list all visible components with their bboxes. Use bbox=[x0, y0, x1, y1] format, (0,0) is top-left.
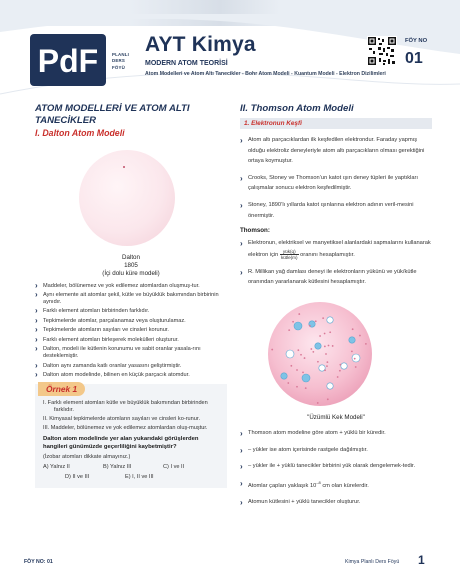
statement-item: I. Farklı element atomları kütle ve büyüklük bakımından birbirinden farklıdır. bbox=[43, 400, 208, 414]
model-caption: "Üzümlü Kek Modeli" bbox=[307, 413, 365, 421]
electron-particle bbox=[327, 317, 333, 323]
option-b[interactable]: B) Yalnız III bbox=[103, 464, 132, 471]
list-item: › Farklı element atomları birbirinden farklıdır. bbox=[35, 308, 227, 315]
answer-options bbox=[43, 464, 219, 480]
charge-speck bbox=[317, 361, 319, 363]
sphere-dot bbox=[123, 166, 125, 168]
charge-speck bbox=[359, 334, 361, 336]
example-statements bbox=[43, 400, 219, 432]
list-item: › Crooks, Stoney ve Thomson’un katot ışın deney tüpleri ile yaptıkları çalışmalar sonucu elektron keşfedilmiştir. bbox=[240, 173, 432, 194]
example-question: Dalton atom modelinde yer alan yukarıdaki görüşlerden hangileri günümüzde geçerliliğini kaybetmiştir? bbox=[43, 436, 199, 450]
electron-particle bbox=[352, 354, 360, 362]
option-e[interactable]: E) I, II ve III bbox=[125, 474, 154, 481]
charge-speck bbox=[324, 332, 326, 334]
charge-speck bbox=[354, 357, 356, 359]
charge-speck bbox=[288, 329, 290, 331]
dalton-sphere bbox=[79, 150, 175, 246]
pdf-logo bbox=[30, 34, 106, 86]
electron-particle bbox=[315, 343, 321, 349]
charge-speck bbox=[352, 328, 354, 330]
charge-speck bbox=[324, 345, 326, 347]
list-item: › – yükler ile + yüklü tanecikler birbirini yük olarak dengelemek-tedir. bbox=[240, 461, 432, 472]
list-item: › Dalton aynı zamanda katlı oranlar yasasını geliştirmiştir. bbox=[35, 363, 227, 370]
charge-speck bbox=[287, 382, 289, 384]
charge-speck bbox=[365, 343, 367, 345]
charge-speck bbox=[355, 366, 357, 368]
dalton-model-figure bbox=[35, 138, 227, 254]
list-item: › R. Millikan yağ damlası deneyi ile elektronların yükünü ve yük/kütle oranından yararlanarak kütlesini hesaplamıştır. bbox=[240, 267, 432, 288]
charge-speck bbox=[327, 398, 329, 400]
dalton-caption bbox=[35, 254, 227, 279]
list-item: › Tepkimelerde atomların sayıları ve cinsleri korunur. bbox=[35, 327, 227, 334]
logo-side-text: PLANLI DERS FÖYÜ bbox=[112, 52, 130, 70]
charge-speck bbox=[305, 387, 307, 389]
page-number: 1 bbox=[418, 553, 425, 567]
electron-particle bbox=[349, 337, 355, 343]
dalton-bullets bbox=[35, 283, 227, 379]
list-item: › Atomlar çapları yaklaşık $10^{-8}$ cm olan kürelerdir. bbox=[240, 478, 432, 491]
electron-particle bbox=[302, 374, 310, 382]
charge-speck bbox=[337, 376, 339, 378]
left-column bbox=[35, 103, 227, 488]
ratio-text-post: oranını hesaplamıştır. bbox=[300, 251, 355, 258]
list-item: › Dalton, modeli ile kütlenin korunumu ve sabit oranlar yasala-rını desteklemiştir. bbox=[35, 346, 227, 360]
list-item: › – yükler ise atom içerisinde rastgele dağılmıştır. bbox=[240, 445, 432, 456]
electron-particle bbox=[286, 350, 294, 358]
charge-speck bbox=[326, 361, 328, 363]
logo-text: PdF bbox=[37, 43, 99, 79]
charge-speck bbox=[300, 354, 302, 356]
option-a[interactable]: A) Yalnız II bbox=[43, 464, 70, 471]
charge-speck bbox=[328, 344, 330, 346]
option-c[interactable]: C) I ve II bbox=[163, 464, 185, 471]
subsection-bar-electron: 1. Elektronun Keşfi bbox=[240, 118, 432, 129]
brand-title: AYT Kimya bbox=[145, 33, 256, 56]
electron-particle bbox=[327, 383, 333, 389]
list-item: › Aynı elemente ait atomlar şekil, kütle ve büyüklük bakımından birbirinin aynıdır. bbox=[35, 292, 227, 306]
charge-speck bbox=[324, 369, 326, 371]
brand-topics: Atom Modelleri ve Atom Altı Tanecikler - Bohr Atom Modeli - Kuantum Modeli - Elektron Dizilimleri bbox=[145, 71, 386, 77]
plum-pudding-model bbox=[260, 296, 390, 412]
qr-code-icon[interactable] bbox=[367, 36, 397, 66]
charge-speck bbox=[322, 317, 324, 319]
footer-foy-number: FÖY NO: 01 bbox=[24, 559, 53, 565]
electron-particle bbox=[341, 363, 347, 369]
example-label: Örnek 1 bbox=[38, 382, 85, 396]
charge-speck bbox=[312, 351, 314, 353]
footer-title: Kimya Planlı Ders Föyü bbox=[345, 559, 400, 565]
list-item: › Dalton atom modelinde, bilinen en küçük parçacık atomdur. bbox=[35, 372, 227, 379]
charge-speck bbox=[339, 370, 341, 372]
charge-speck bbox=[296, 369, 298, 371]
list-item: › Farklı element atomları birleşerek molekülleri oluşturur. bbox=[35, 337, 227, 344]
electron-particle bbox=[294, 322, 302, 330]
charge-speck bbox=[315, 320, 317, 322]
charge-speck bbox=[351, 350, 353, 352]
charge-speck bbox=[317, 402, 319, 404]
list-item: › Atomun kütlesini + yüklü tanecikler oluşturur. bbox=[240, 497, 432, 508]
ratio-text-pre: Elektronun, elektriksel ve manyetiksel alanlardaki sapmalarını kullanarak elektron için bbox=[248, 240, 431, 258]
charge-speck bbox=[297, 349, 299, 351]
charge-speck bbox=[292, 321, 294, 323]
foy-label: FÖY NO bbox=[405, 38, 428, 44]
charge-speck bbox=[325, 353, 327, 355]
charge-speck bbox=[309, 325, 311, 327]
charge-speck bbox=[339, 364, 341, 366]
list-item: › Stoney, 1890’lı yıllarda katot ışınlarına elektron adının veril-mesini önermiştir. bbox=[240, 200, 432, 221]
option-d[interactable]: D) II ve III bbox=[65, 474, 90, 481]
section-title-atom-models: ATOM MODELLERİ VE ATOM ALTI TANECİKLER bbox=[35, 103, 190, 126]
charge-speck bbox=[329, 331, 331, 333]
charge-speck bbox=[302, 371, 304, 373]
fraction-numerator: yük(q) bbox=[280, 249, 299, 255]
caption-year: 1805 bbox=[124, 262, 138, 270]
charge-speck bbox=[310, 348, 312, 350]
list-item: › Tepkimelerde atomlar, parçalanamaz veya oluşturulamaz. bbox=[35, 318, 227, 325]
charge-speck bbox=[298, 313, 300, 315]
right-column bbox=[240, 103, 432, 514]
charge-speck bbox=[326, 365, 328, 367]
charge-speck bbox=[271, 348, 273, 350]
example-box bbox=[35, 384, 227, 488]
list-item: › Thomson atom modeline göre atom + yüklü bir küredir. bbox=[240, 428, 432, 439]
thomson-model-bullets bbox=[240, 428, 432, 508]
subsection-title-dalton: I. Dalton Atom Modeli bbox=[35, 128, 125, 138]
example-note: (İzobar atomları dikkate almayınız.) bbox=[43, 454, 131, 461]
caption-model: (İçi dolu küre modeli) bbox=[102, 270, 160, 278]
caption-name: Dalton bbox=[122, 254, 140, 261]
statement-item: III. Maddeler, bölünemez ve yok edilemez atomlardan oluş-muştur. bbox=[43, 424, 208, 431]
charge-speck bbox=[290, 365, 292, 367]
foy-number: 01 bbox=[405, 50, 423, 67]
list-item bbox=[240, 238, 432, 260]
thomson-bullets bbox=[240, 238, 432, 288]
charge-speck bbox=[296, 386, 298, 388]
charge-speck bbox=[319, 335, 321, 337]
section-title-thomson: II. Thomson Atom Modeli bbox=[240, 103, 354, 114]
charge-speck bbox=[304, 357, 306, 359]
list-item: › Atom altı parçacıklardan ilk keşfedilen elektrondur. Faraday yapmış olduğu elektroliz deneyleriyle atom altı parçacıkların olması gerektiğini ortaya koymuştur. bbox=[240, 135, 432, 167]
charge-mass-fraction bbox=[280, 249, 299, 260]
plum-pudding-figure bbox=[240, 294, 432, 412]
fraction-denominator: kütle(m) bbox=[280, 254, 298, 260]
thomson-label: Thomson: bbox=[240, 227, 270, 235]
statement-item: II. Kimyasal tepkimelerde atomların sayıları ve cinsleri ko-runur. bbox=[43, 416, 200, 423]
brand-subtitle: MODERN ATOM TEORİSİ bbox=[145, 60, 228, 67]
electron-particle bbox=[281, 373, 287, 379]
charge-speck bbox=[332, 345, 334, 347]
electron-bullets bbox=[240, 135, 432, 221]
list-item: › Maddeler, bölünemez ve yok edilemez atomlardan oluşmuş-tur. bbox=[35, 283, 227, 290]
